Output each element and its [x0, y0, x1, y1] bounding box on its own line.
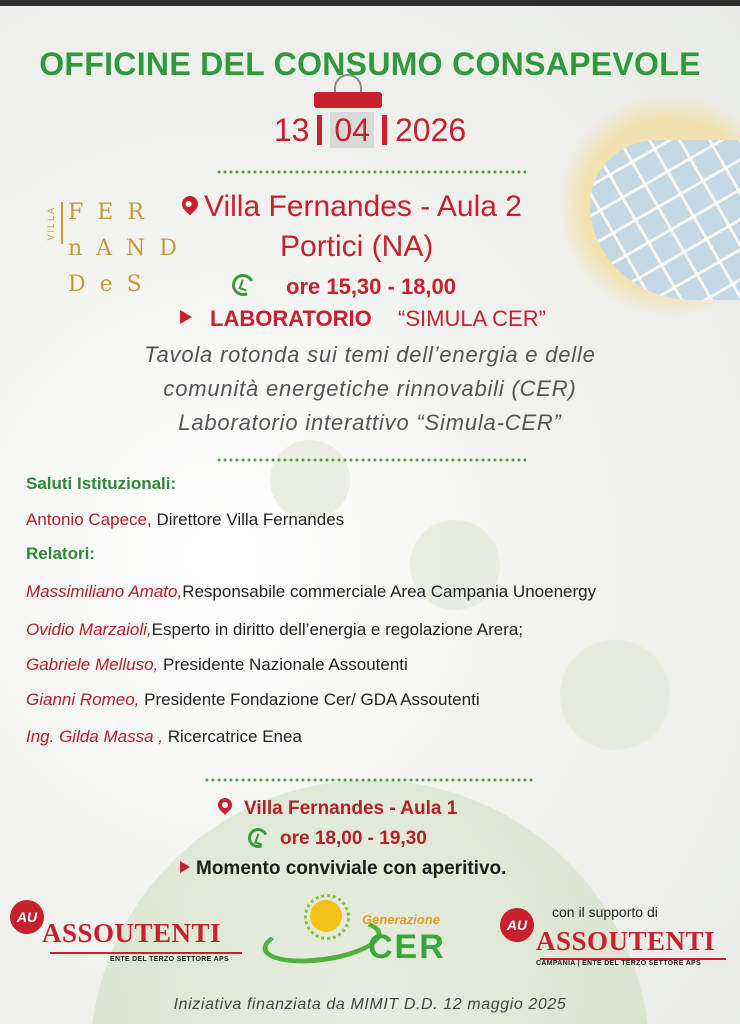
dotted-divider: [216, 458, 526, 462]
event-1-time: ore 15,30 - 18,00: [286, 274, 457, 299]
assoutenti-campania-name: ASSOUTENTI: [536, 926, 716, 956]
aperitivo-text: Momento conviviale con aperitivo.: [196, 858, 507, 879]
dotted-divider: [216, 170, 526, 174]
greetings-name: Antonio Capece,: [26, 510, 152, 529]
speaker-role: Responsabile commerciale Area Campania Unoenergy: [182, 582, 597, 601]
play-triangle-icon: [180, 861, 190, 873]
greetings-role: Direttore Villa Fernandes: [156, 510, 345, 529]
calendar-icon: [314, 74, 382, 114]
date-year: 2026: [395, 112, 467, 148]
footer-note: Iniziativa finanziata da MIMIT D.D. 12 maggio 2025: [173, 996, 567, 1013]
play-triangle-icon: [180, 310, 192, 324]
event-date: [0, 112, 740, 149]
speaker-item: [26, 727, 302, 747]
speaker-name: Ovidio Marzaioli,: [26, 620, 152, 639]
greetings-heading: Saluti Istituzionali:: [26, 474, 177, 493]
greetings-line: [26, 510, 344, 530]
generazione-label: Generazione: [362, 912, 441, 927]
venue-2-name: Villa Fernandes - Aula 1: [244, 798, 458, 819]
speakers-heading: Relatori:: [26, 544, 95, 563]
speaker-item: [26, 655, 408, 675]
villa-logo-vertical: VILLA: [46, 206, 56, 241]
date-month: 04: [330, 112, 374, 148]
support-text: con il supporto di: [552, 904, 658, 920]
venue-1-name: Villa Fernandes - Aula 2: [204, 190, 522, 223]
dotted-divider: [204, 778, 534, 782]
villa-logo-row3: DeS: [68, 272, 156, 297]
description-line: Laboratorio interattivo “Simula-CER”: [178, 410, 562, 435]
speaker-item: [26, 690, 480, 710]
speaker-name: Gianni Romeo,: [26, 690, 140, 709]
poster-title: OFFICINE DEL CONSUMO CONSAPEVOLE: [39, 46, 701, 82]
villa-logo-row2: nAND: [68, 236, 191, 261]
speaker-role: Presidente Fondazione Cer/ GDA Assoutenti: [144, 690, 480, 709]
event-2-time: ore 18,00 - 19,30: [280, 828, 427, 849]
speaker-item: [26, 620, 523, 640]
speaker-role: Presidente Nazionale Assoutenti: [163, 655, 408, 674]
speaker-name: Ing. Gilda Massa ,: [26, 727, 164, 746]
sun-icon: [310, 900, 342, 932]
date-day: 13: [273, 112, 310, 148]
speaker-role: Esperto in diritto dell’energia e regolazione Arera;: [151, 620, 524, 639]
assoutenti-subtitle: ENTE DEL TERZO SETTORE APS: [110, 956, 229, 963]
speaker-name: Massimiliano Amato,: [26, 582, 183, 601]
assoutenti-name: ASSOUTENTI: [42, 918, 222, 948]
assoutenti-campania-logo: [500, 908, 730, 972]
speaker-item: [26, 582, 596, 602]
decor-bubble: [270, 440, 350, 520]
assoutenti-campania-subtitle: CAMPANIA | ENTE DEL TERZO SETTORE APS: [536, 960, 701, 967]
speaker-name: Gabriele Melluso,: [26, 655, 159, 674]
assoutenti-logo: [10, 900, 240, 970]
decor-bubble: [560, 640, 670, 750]
description-line: Tavola rotonda sui temi dell’energia e delle: [144, 342, 596, 367]
villa-logo-row1: FER: [68, 200, 158, 225]
top-border: [0, 0, 740, 6]
venue-city: Portici (NA): [280, 230, 434, 263]
villa-fernandes-logo: [46, 198, 191, 308]
description-line: comunità energetiche rinnovabili (CER): [163, 376, 577, 401]
au-mark: AU: [500, 908, 534, 942]
speaker-role: Ricercatrice Enea: [167, 727, 302, 746]
generazione-cer-logo: [262, 896, 472, 972]
lab-name: “SIMULA CER”: [398, 306, 546, 331]
au-mark: AU: [10, 900, 44, 934]
cer-label: CER: [368, 928, 446, 966]
lab-label: LABORATORIO: [210, 306, 372, 331]
